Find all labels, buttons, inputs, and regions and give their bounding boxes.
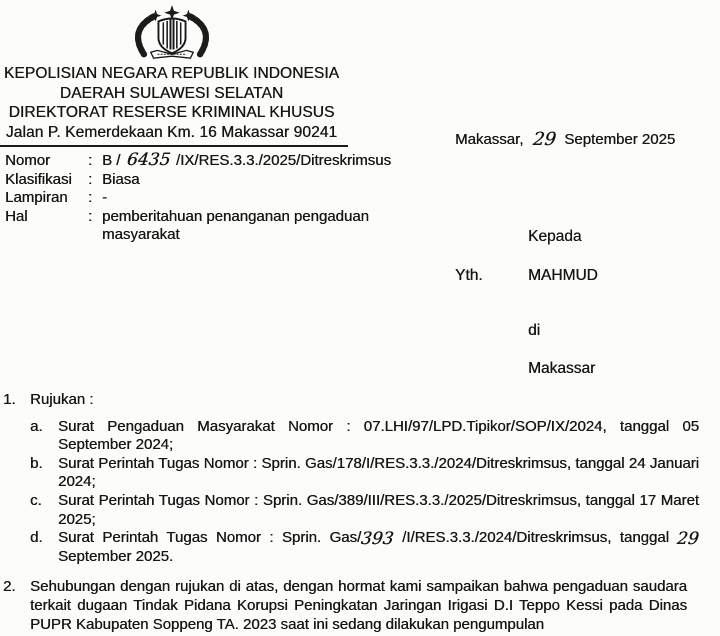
nomor-value [102, 152, 400, 171]
subitem-text-middle: /I/RES.3.3./2024/Ditreskrimsus, tanggal [393, 529, 678, 547]
hal-label: Hal [5, 207, 28, 225]
wreath-left [138, 17, 154, 55]
meta-row-nomor [5, 152, 400, 171]
colon: : [88, 170, 93, 188]
item-number: 1. [3, 391, 16, 408]
meta-row-lampiran [5, 189, 400, 208]
klasifikasi-value: Biasa [102, 170, 140, 188]
dateline-day-handwritten: 29 [532, 129, 558, 150]
subitem-text-prefix: Surat Perintah Tugas Nomor : Sprin. Gas/ [58, 529, 362, 547]
item-text: Sehubungan dengan rujukan di atas, dengan hormat kami sampaikan bahwa pengaduan saudara terkait dugaan Tindak Pidana Korupsi Peningkatan Jaringan Irigasi D.I Teppo Kessi pada Dinas PUPR Kabupaten Soppeng TA. 2023 saat ini sedang dilakukan pengumpulan [30, 578, 687, 633]
reference-list [30, 418, 715, 567]
reference-item-b [30, 455, 715, 492]
subitem-text: Surat Pengaduan Masyarakat Nomor : 07.LHI/97/LPD.Tipikor/SOP/IX/2024, tanggal 05 September 2024; [58, 417, 699, 454]
subitem-text-suffix: September 2025. [58, 547, 174, 565]
meta-row-klasifikasi [5, 171, 400, 190]
item-title: Rujukan : [30, 391, 94, 408]
meta-row-hal [5, 208, 400, 245]
subitem-letter: b. [30, 454, 43, 472]
subitem-text: Surat Perintah Tugas Nomor : Sprin. Gas/389/III/RES.3.3./2025/Ditreskrimsus, tanggal 17 Maret 2025; [58, 491, 699, 528]
dateline [455, 130, 675, 148]
lampiran-label: Lampiran [5, 189, 68, 206]
lampiran-value: - [102, 189, 107, 206]
nomor-suffix: /IX/RES.3.3./2025/Ditreskrimsus [171, 152, 392, 169]
colon: : [88, 189, 93, 206]
recipient-city: Makassar [528, 360, 596, 377]
dateline-month-year: September 2025 [564, 131, 676, 148]
subitem-text: Surat Perintah Tugas Nomor : Sprin. Gas/178/I/RES.3.3./2024/Ditreskrimsus, tanggal 24 Januari 2024; [58, 454, 699, 491]
letter-body [3, 391, 715, 634]
reference-item-a [30, 418, 715, 455]
letterhead-line-address: Jalan P. Kemerdekaan Km. 16 Makassar 90241 [5, 123, 338, 141]
wreath-right [190, 17, 206, 55]
letterhead-line-directorate: DIREKTORAT RESERSE KRIMINAL KHUSUS [8, 104, 335, 121]
nomor-number-handwritten: 6435 [125, 150, 171, 170]
recipient-kepada: Kepada [528, 228, 582, 245]
reference-item-c [30, 492, 715, 529]
hal-value: pemberitahuan penanganan pengaduan masyarakat [102, 207, 369, 243]
recipient-yth: Yth. [455, 267, 483, 284]
body-item-2 [3, 578, 715, 634]
polri-emblem-logo [117, 4, 227, 62]
letterhead-line-institution: KEPOLISIAN NEGARA REPUBLIK INDONESIA [3, 65, 340, 82]
item-number: 2. [3, 578, 16, 596]
subitem-letter: c. [30, 491, 42, 509]
body-item-1 [3, 391, 715, 566]
letterhead [0, 64, 348, 147]
subitem-letter: d. [30, 529, 43, 547]
letter-meta [5, 152, 400, 245]
nomor-prefix: B / [102, 152, 125, 169]
tanggal-day-handwritten: 29 [676, 529, 701, 550]
colon: : [88, 152, 93, 169]
recipient-name: MAHMUD [528, 267, 598, 284]
dateline-city: Makassar, [455, 131, 524, 148]
letterhead-line-region: DAERAH SULAWESI SELATAN [59, 84, 284, 102]
recipient-di: di [528, 322, 541, 339]
subitem-letter: a. [30, 417, 43, 435]
sprin-number-handwritten: 393 [360, 529, 395, 550]
subitem-text [58, 529, 699, 566]
klasifikasi-label: Klasifikasi [5, 170, 72, 188]
colon: : [88, 207, 93, 225]
reference-item-d [30, 529, 715, 566]
nomor-label: Nomor [5, 152, 51, 169]
